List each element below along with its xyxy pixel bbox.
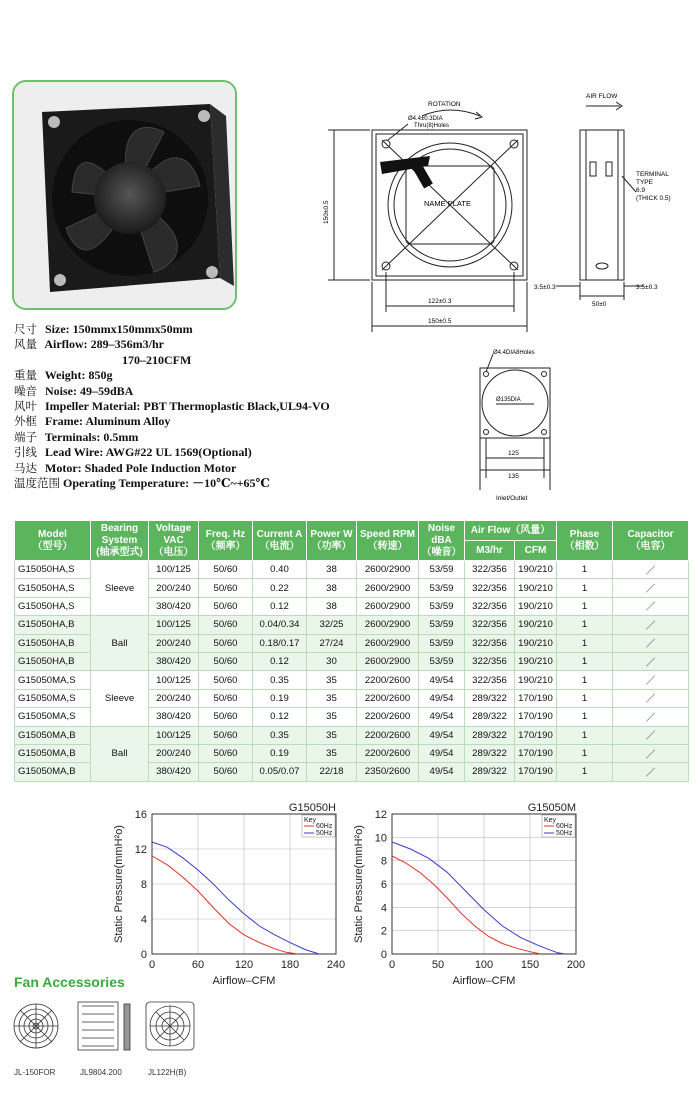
table-cell: 190/210	[515, 652, 557, 670]
table-cell: 2200/2600	[357, 708, 419, 726]
nameplate-label: NAME PLATE	[424, 199, 471, 208]
table-cell: 50/60	[199, 616, 253, 634]
table-cell: 322/356	[465, 561, 515, 579]
y-tick-label: 8	[380, 855, 387, 868]
legend-title: Key	[304, 817, 317, 824]
spec-row: 风量 Airflow: 289–356m3/hr	[14, 337, 164, 352]
table-cell: 200/240	[149, 579, 199, 597]
header-capacitor: Capacitor （电容）	[613, 521, 689, 561]
y-tick-label: 8	[140, 879, 147, 891]
table-cell: 289/322	[465, 763, 515, 781]
table-cell: ／	[613, 579, 689, 597]
table-cell: G15050MA,S	[15, 708, 91, 726]
table-cell: 35	[307, 744, 357, 762]
spec-row: 170–210CFM	[122, 352, 192, 367]
table-cell: 50/60	[199, 671, 253, 689]
table-cell: 2600/2900	[357, 597, 419, 615]
filter-icon	[78, 1002, 130, 1050]
table-cell: 200/240	[149, 744, 199, 762]
dim-width: 150±0.5	[428, 318, 452, 325]
y-axis-label: Static Pressure(mmH²o)	[353, 825, 365, 943]
spec-row: 温度范围 Operating Temperature: －10℃~+65℃	[14, 475, 270, 490]
table-row	[15, 671, 689, 689]
table-cell: ／	[613, 616, 689, 634]
table-cell: 49/54	[419, 726, 465, 744]
chart-g15050h	[110, 800, 350, 990]
table-cell: 200/240	[149, 634, 199, 652]
terminal-label-1: TERMINAL	[636, 171, 669, 178]
dim-height: 150±0.5	[323, 200, 330, 224]
chart-title: G15050H	[288, 802, 336, 814]
table-cell: 49/54	[419, 744, 465, 762]
table-cell: 170/190	[515, 726, 557, 744]
y-tick-label: 0	[380, 949, 387, 961]
accessory-label-3: JL122H(B)	[148, 1068, 187, 1077]
legend-entry: 60Hz	[556, 823, 573, 830]
accessory-images	[12, 996, 222, 1066]
fan-photo	[12, 80, 237, 310]
table-cell: 0.18/0.17	[253, 634, 307, 652]
table-cell: G15050MA,B	[15, 726, 91, 744]
table-cell: 1	[557, 634, 613, 652]
table-cell: 289/322	[465, 744, 515, 762]
table-cell: 50/60	[199, 579, 253, 597]
cutout-holes: Ø4.4DIA8Holes	[493, 350, 535, 356]
series-line-50hz	[392, 842, 565, 954]
table-cell: G15050HA,S	[15, 561, 91, 579]
y-tick-label: 0	[140, 949, 147, 961]
series-line-60hz	[392, 856, 541, 954]
table-cell: G15050HA,S	[15, 579, 91, 597]
table-cell: 2200/2600	[357, 671, 419, 689]
holes-label-2: Thru(8)Holes	[414, 123, 450, 129]
dim-inner: 122±0.3	[428, 298, 452, 305]
table-cell: 190/210	[515, 671, 557, 689]
spec-row: 外框 Frame: Aluminum Alloy	[14, 414, 171, 429]
y-tick-label: 2	[380, 925, 387, 938]
table-cell: ／	[613, 634, 689, 652]
table-cell: 2600/2900	[357, 616, 419, 634]
table-cell: ／	[613, 708, 689, 726]
table-cell: 50/60	[199, 561, 253, 579]
table-cell: G15050HA,B	[15, 652, 91, 670]
table-cell: 1	[557, 597, 613, 615]
header-power: Power W （功率）	[307, 521, 357, 561]
table-cell: 35	[307, 708, 357, 726]
spec-row: 引线 Lead Wire: AWG#22 UL 1569(Optional)	[14, 445, 252, 460]
table-cell: 0.19	[253, 744, 307, 762]
table-cell: 49/54	[419, 763, 465, 781]
rotation-label: ROTATION	[428, 101, 461, 108]
table-cell: Ball	[91, 616, 149, 671]
header-voltage: Voltage VAC （电压）	[149, 521, 199, 561]
table-cell: Sleeve	[91, 561, 149, 616]
x-tick-label: 240	[326, 959, 346, 971]
table-cell: 322/356	[465, 616, 515, 634]
table-cell: 0.04/0.34	[253, 616, 307, 634]
table-cell: 2200/2600	[357, 726, 419, 744]
table-cell: 289/322	[465, 726, 515, 744]
x-tick-label: 0	[388, 959, 396, 971]
accessory-label-2: JL9804.200	[80, 1068, 122, 1077]
table-cell: 170/190	[515, 689, 557, 707]
table-row	[15, 726, 689, 744]
table-cell: 322/356	[465, 597, 515, 615]
header-noise: Noise dBA （噪音）	[419, 521, 465, 561]
table-cell: 50/60	[199, 689, 253, 707]
table-cell: ／	[613, 671, 689, 689]
table-cell: 2600/2900	[357, 561, 419, 579]
table-cell: 2600/2900	[357, 579, 419, 597]
table-cell: 0.05/0.07	[253, 763, 307, 781]
table-cell: 190/210	[515, 561, 557, 579]
table-cell: 100/125	[149, 561, 199, 579]
legend-title: Key	[544, 817, 557, 824]
x-tick-label: 100	[474, 959, 494, 971]
series-line-60hz	[152, 856, 298, 954]
terminal-label-4: (THICK 0.5)	[636, 195, 671, 202]
grille-icon	[14, 1004, 58, 1048]
table-cell: 53/59	[419, 616, 465, 634]
table-cell: 49/54	[419, 689, 465, 707]
table-cell: 50/60	[199, 597, 253, 615]
table-cell: 322/356	[465, 579, 515, 597]
terminal-label-3: 6.9	[636, 187, 646, 194]
x-tick-label: 180	[280, 959, 300, 971]
table-cell: 0.35	[253, 726, 307, 744]
header-freq: Freq. Hz （频率）	[199, 521, 253, 561]
cutout-135: 135	[508, 473, 519, 480]
header-model: Model （型号）	[15, 521, 91, 561]
table-cell: 2200/2600	[357, 689, 419, 707]
spec-row: 噪音 Noise: 49–59dBA	[14, 383, 134, 398]
x-tick-label: 0	[148, 959, 156, 971]
table-cell: 1	[557, 726, 613, 744]
series-line-50hz	[152, 842, 319, 954]
table-cell: 170/190	[515, 744, 557, 762]
table-cell: 380/420	[149, 597, 199, 615]
table-cell: 30	[307, 652, 357, 670]
dim-side-a: 3.5±0.3	[534, 284, 556, 291]
y-tick-label: 10	[374, 832, 387, 845]
table-cell: 100/125	[149, 616, 199, 634]
table-cell: 170/190	[515, 763, 557, 781]
table-cell: 53/59	[419, 579, 465, 597]
x-tick-label: 200	[566, 959, 586, 971]
holes-label: Ø4.4±0.3DIA	[408, 116, 443, 122]
table-cell: 1	[557, 579, 613, 597]
table-row	[15, 561, 689, 579]
chart-title: G15050M	[527, 802, 576, 814]
cutout-125: 125	[508, 450, 519, 457]
table-cell: 0.40	[253, 561, 307, 579]
table-cell: 35	[307, 726, 357, 744]
table-cell: 50/60	[199, 744, 253, 762]
table-cell: G15050MA,B	[15, 744, 91, 762]
table-cell: ／	[613, 652, 689, 670]
airflow-label: AIR FLOW	[586, 93, 618, 100]
table-cell: Sleeve	[91, 671, 149, 726]
table-cell: 49/54	[419, 671, 465, 689]
table-cell: ／	[613, 726, 689, 744]
table-cell: 0.12	[253, 652, 307, 670]
table-cell: G15050MA,S	[15, 689, 91, 707]
table-cell: 22/18	[307, 763, 357, 781]
table-cell: 50/60	[199, 652, 253, 670]
table-cell: 190/210	[515, 634, 557, 652]
table-cell: 38	[307, 579, 357, 597]
chart-g15050m	[350, 800, 590, 990]
table-cell: 53/59	[419, 634, 465, 652]
x-axis-label: Airflow–CFM	[212, 975, 276, 987]
table-cell: 380/420	[149, 652, 199, 670]
cutout-diameter: Ø135DIA	[496, 397, 521, 403]
table-cell: 1	[557, 689, 613, 707]
header-airflow: Air Flow（风量）	[465, 521, 557, 541]
legend-entry: 50Hz	[316, 830, 333, 837]
y-tick-label: 6	[380, 879, 387, 891]
table-cell: Ball	[91, 726, 149, 781]
table-cell: 0.22	[253, 579, 307, 597]
header-cfm: CFM	[515, 541, 557, 561]
table-cell: 50/60	[199, 763, 253, 781]
table-cell: ／	[613, 763, 689, 781]
table-cell: 49/54	[419, 708, 465, 726]
y-tick-label: 12	[134, 844, 147, 856]
table-cell: 1	[557, 763, 613, 781]
table-cell: 32/25	[307, 616, 357, 634]
table-cell: 190/210	[515, 616, 557, 634]
table-cell: 2200/2600	[357, 744, 419, 762]
table-cell: 0.35	[253, 671, 307, 689]
table-cell: G15050HA,B	[15, 634, 91, 652]
table-cell: 100/125	[149, 671, 199, 689]
table-cell: G15050HA,B	[15, 616, 91, 634]
table-cell: 27/24	[307, 634, 357, 652]
dim-side-depth: 50±0	[592, 301, 607, 308]
table-row	[15, 616, 689, 634]
table-cell: 170/190	[515, 708, 557, 726]
table-cell: 289/322	[465, 708, 515, 726]
x-tick-label: 150	[520, 959, 540, 971]
spec-table	[14, 520, 689, 782]
table-cell: 322/356	[465, 634, 515, 652]
header-speed: Speed RPM （转速）	[357, 521, 419, 561]
accessories-title: Fan Accessories	[14, 974, 125, 990]
y-tick-label: 4	[380, 902, 387, 915]
terminal-label-2: TYPE	[636, 179, 653, 186]
accessory-label-1: JL-150FOR	[14, 1068, 56, 1077]
y-tick-label: 16	[134, 809, 147, 821]
y-axis-label: Static Pressure(mmH²o)	[113, 825, 125, 943]
table-cell: 0.12	[253, 597, 307, 615]
table-cell: 1	[557, 652, 613, 670]
table-cell: 35	[307, 689, 357, 707]
x-tick-label: 60	[191, 959, 205, 971]
table-cell: 35	[307, 671, 357, 689]
spec-row: 风叶 Impeller Material: PBT Thermoplastic Black,UL94-VO	[14, 398, 330, 413]
spec-row: 马达 Motor: Shaded Pole Induction Motor	[14, 460, 237, 475]
table-cell: 2600/2900	[357, 652, 419, 670]
table-cell: 1	[557, 671, 613, 689]
header-m3: M3/hr	[465, 541, 515, 561]
spec-row: 端子 Terminals: 0.5mm	[14, 429, 139, 444]
legend-entry: 60Hz	[316, 823, 333, 830]
spec-row: 尺寸 Size: 150mmx150mmx50mm	[14, 322, 193, 336]
table-cell: 190/210	[515, 597, 557, 615]
table-cell: 50/60	[199, 708, 253, 726]
header-current: Current A （电流）	[253, 521, 307, 561]
table-cell: 1	[557, 616, 613, 634]
table-cell: 322/356	[465, 671, 515, 689]
table-cell: ／	[613, 689, 689, 707]
table-cell: 38	[307, 597, 357, 615]
table-cell: 0.12	[253, 708, 307, 726]
table-cell: 322/356	[465, 652, 515, 670]
table-cell: ／	[613, 561, 689, 579]
header-phase: Phase （相数）	[557, 521, 613, 561]
x-axis-label: Airflow–CFM	[452, 975, 516, 987]
table-cell: 50/60	[199, 634, 253, 652]
table-cell: 380/420	[149, 763, 199, 781]
table-cell: 190/210	[515, 579, 557, 597]
table-cell: 1	[557, 708, 613, 726]
table-cell: 100/125	[149, 726, 199, 744]
table-cell: 289/322	[465, 689, 515, 707]
table-cell: 0.19	[253, 689, 307, 707]
legend-entry: 50Hz	[556, 830, 573, 837]
table-cell: 2600/2900	[357, 634, 419, 652]
y-tick-label: 12	[374, 809, 387, 821]
table-cell: G15050MA,B	[15, 763, 91, 781]
table-cell: 53/59	[419, 652, 465, 670]
header-bearing: Bearing System (轴承型式)	[91, 521, 149, 561]
guard-icon	[146, 1002, 194, 1050]
spec-row: 重量 Weight: 850g	[14, 368, 113, 383]
table-cell: ／	[613, 744, 689, 762]
specs-list	[14, 322, 374, 491]
table-cell: G15050MA,S	[15, 671, 91, 689]
table-cell: 38	[307, 561, 357, 579]
table-cell: 50/60	[199, 726, 253, 744]
table-cell: 1	[557, 744, 613, 762]
table-cell: 2350/2600	[357, 763, 419, 781]
cutout-label: Inlet/Outlet	[496, 495, 528, 502]
table-cell: 200/240	[149, 689, 199, 707]
table-cell: 1	[557, 561, 613, 579]
table-cell: G15050HA,S	[15, 597, 91, 615]
table-cell: 380/420	[149, 708, 199, 726]
table-cell: ／	[613, 597, 689, 615]
y-tick-label: 4	[140, 914, 147, 926]
table-cell: 53/59	[419, 597, 465, 615]
dim-side-b: 3.5±0.3	[636, 284, 658, 291]
table-cell: 53/59	[419, 561, 465, 579]
x-tick-label: 120	[234, 959, 254, 971]
x-tick-label: 50	[431, 959, 445, 971]
